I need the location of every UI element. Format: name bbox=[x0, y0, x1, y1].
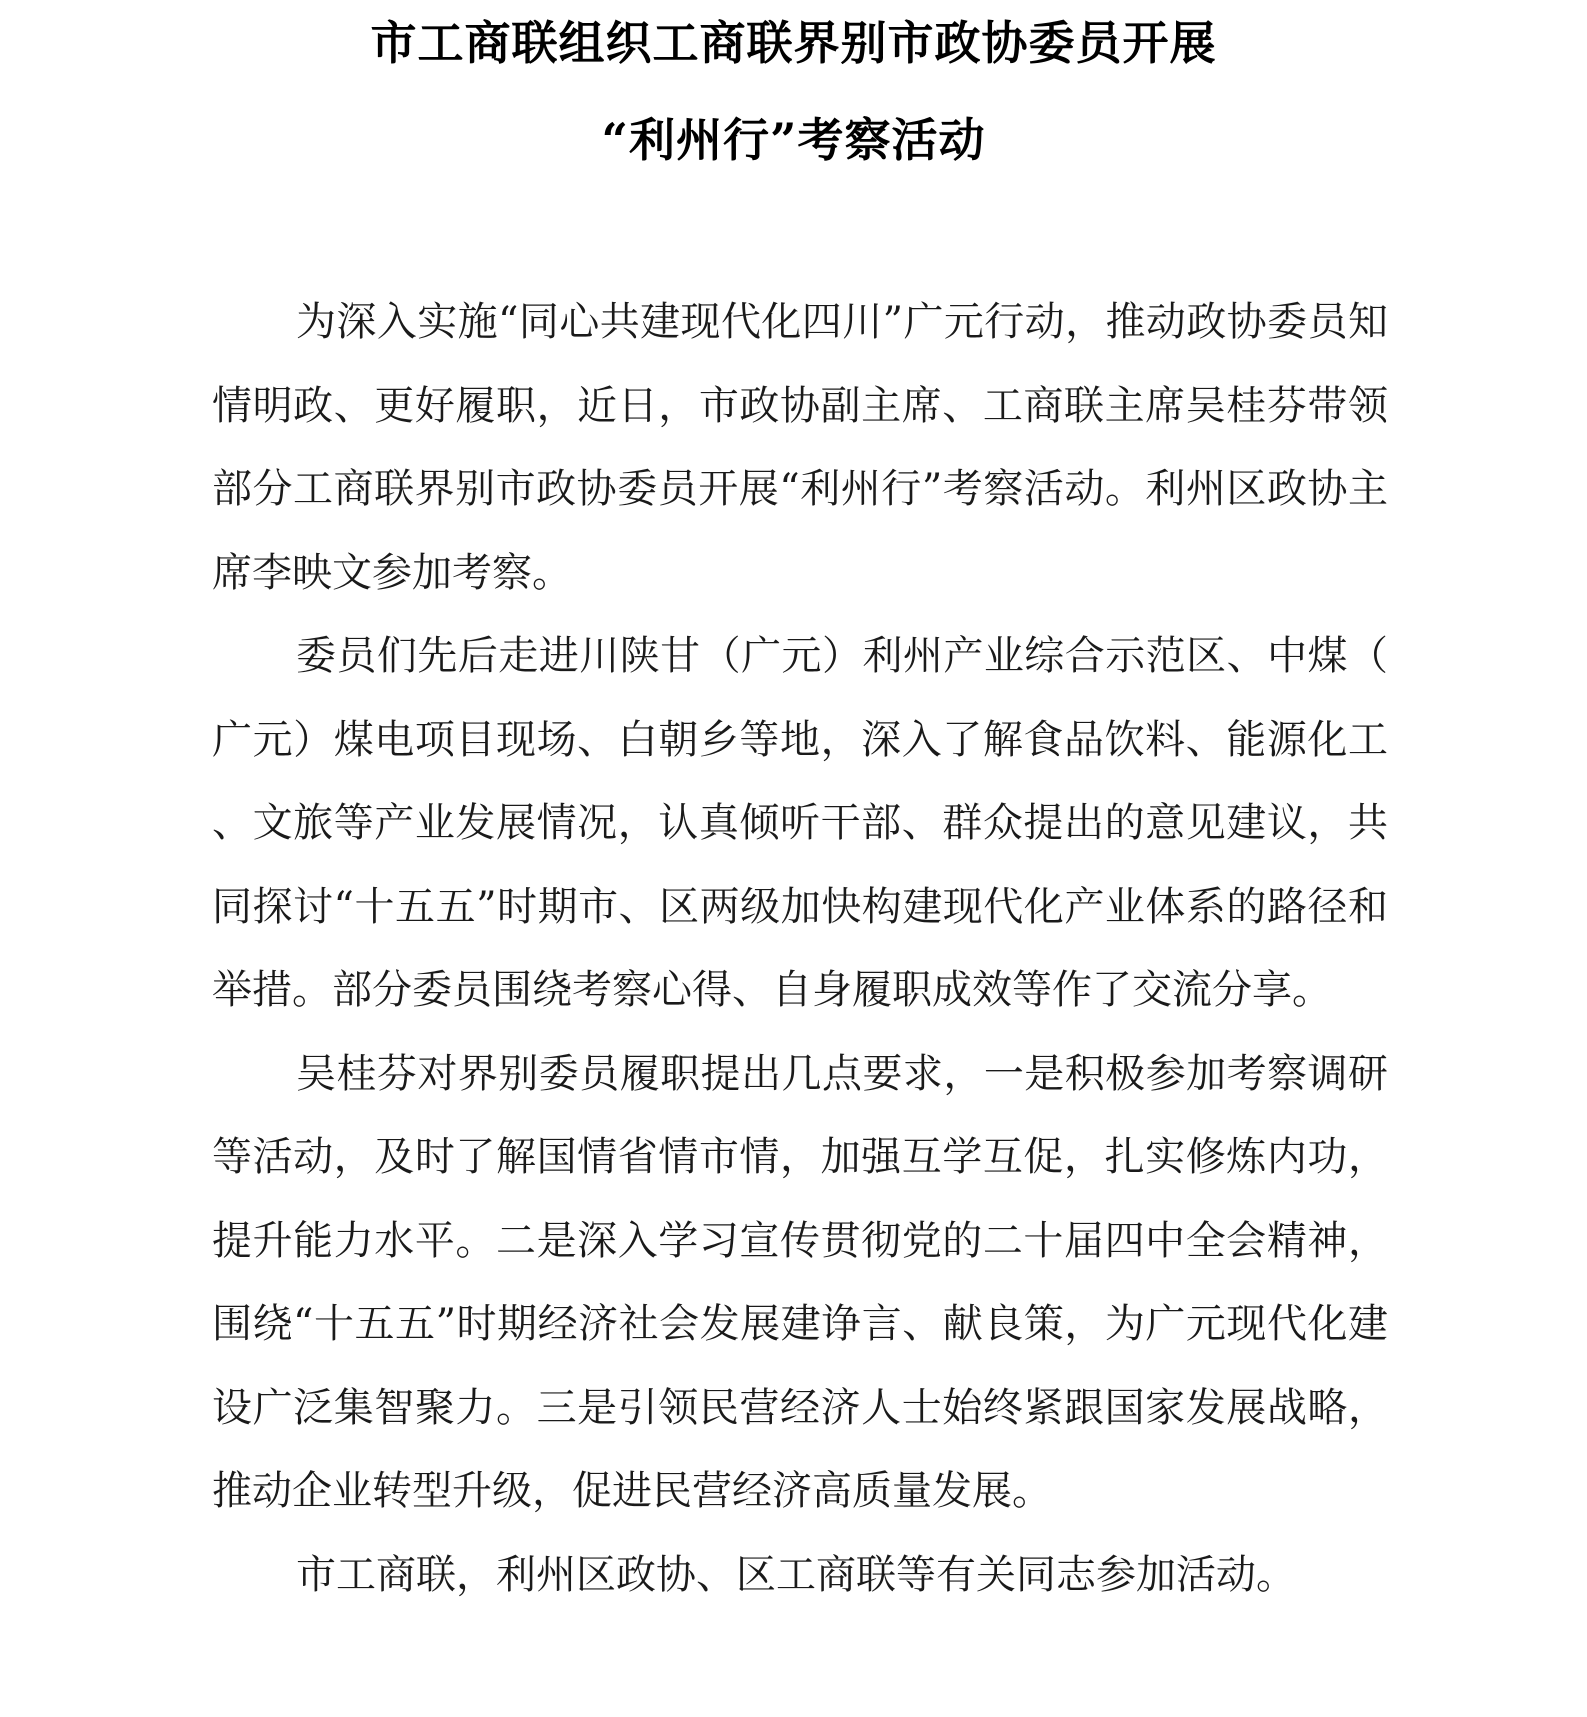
article-body bbox=[212, 281, 1388, 1617]
article-title-line-1: 市工商联组织工商联界别市政协委员开展 bbox=[370, 16, 1217, 70]
paragraph-2: 委员们先后走进川陕甘（广元）利州产业综合示范区、中煤（广元）煤电项目现场、白朝乡等地，深入了解食品饮料、能源化工、文旅等产业发展情况，认真倾听干部、群众提出的意见建议，共同探讨“十五五”时期市、区两级加快构建现代化产业体系的路径和举措。部分委员围绕考察心得、自身履职成效等作了交流分享。 bbox=[212, 633, 1388, 1013]
paragraph-4: 市工商联，利州区政协、区工商联等有关同志参加活动。 bbox=[296, 1551, 1296, 1598]
paragraph-3: 吴桂芬对界别委员履职提出几点要求，一是积极参加考察调研等活动，及时了解国情省情市情，加强互学互促，扎实修炼内功，提升能力水平。二是深入学习宣传贯彻党的二十届四中全会精神，围绕“十五五”时期经济社会发展建诤言、献良策，为广元现代化建设广泛集智聚力。三是引领民营经济人士始终紧跟国家发展战略，推动企业转型升级，促进民营经济高质量发展。 bbox=[212, 1050, 1388, 1514]
paragraph-1: 为深入实施“同心共建现代化四川”广元行动，推动政协委员知情明政、更好履职，近日，市政协副主席、工商联主席吴桂芬带领部分工商联界别市政协委员开展“利州行”考察活动。利州区政协主席李映文参加考察。 bbox=[212, 299, 1388, 596]
article-title-line-2: “利州行”考察活动 bbox=[601, 113, 986, 167]
